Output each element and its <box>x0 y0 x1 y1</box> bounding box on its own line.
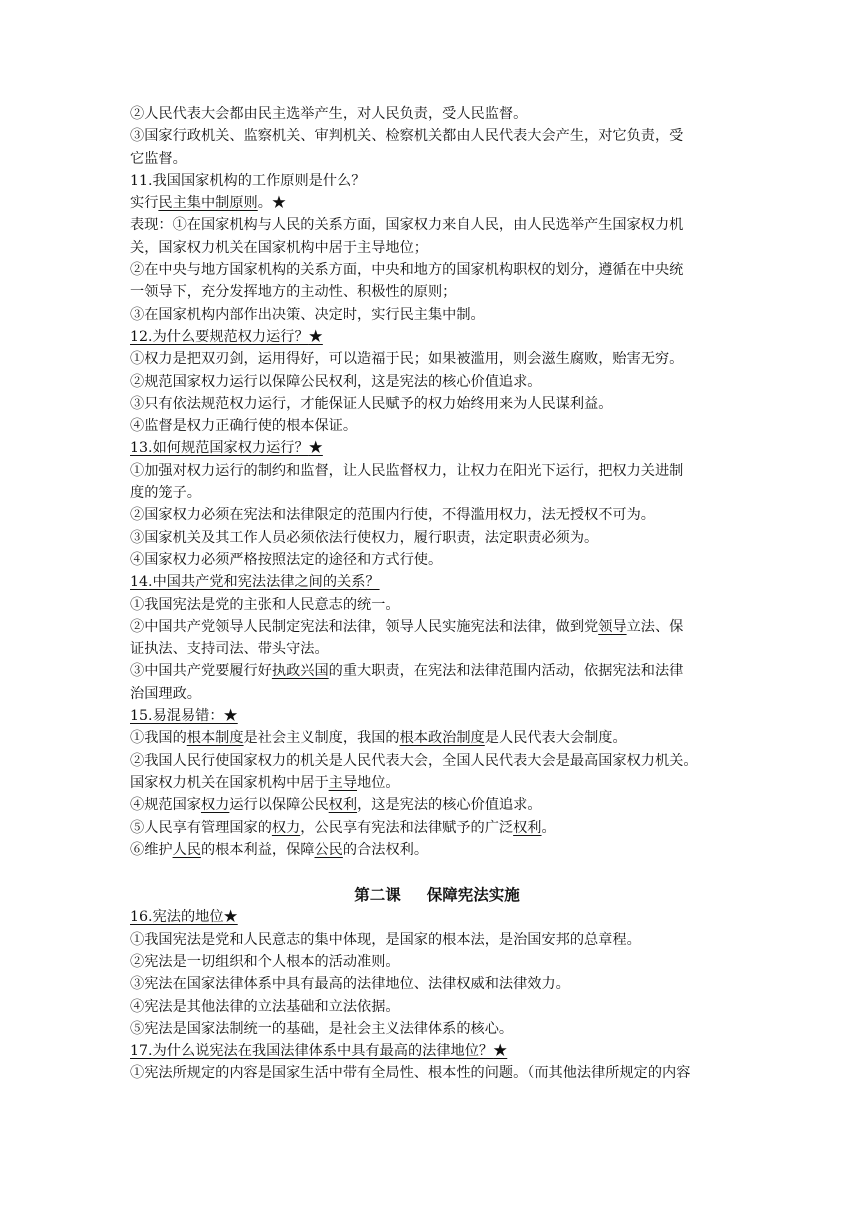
text-line <box>130 660 734 682</box>
heading-text: 17.为什么说宪法在我国法律体系中具有最高的法律地位？ <box>130 1043 494 1060</box>
text-line: 证执法、支持司法、带头守法。 <box>130 641 329 658</box>
text-line: ①加强对权力运行的制约和监督，让人民监督权力，让权力在阳光下运行，把权力关进制 <box>130 462 684 479</box>
text-line: ③在国家机构内部作出决策、决定时，实行民主集中制。 <box>130 306 485 323</box>
text-line <box>130 794 734 816</box>
heading-text: 13.如何规范国家权力运行？ <box>130 440 309 457</box>
text-span: 国家权力机关在国家机构中居于 <box>130 774 329 791</box>
text-span: 实行 <box>130 195 159 212</box>
heading-text: 12.为什么要规范权力运行？ <box>130 328 309 345</box>
key-term: 根本制度 <box>186 730 244 747</box>
text-line: ③国家行政机关、监察机关、审判机关、检察机关都由人民代表大会产生，对它负责，受 <box>130 128 684 145</box>
text-line: ②宪法是一切组织和个人根本的活动准则。 <box>130 953 400 970</box>
question-11-heading: 11.我国国家机构的工作原则是什么？ <box>130 172 366 189</box>
text-span: ②中国共产党领导人民制定宪法和法律，领导人民实施宪法和法律，做到党 <box>130 618 599 635</box>
text-line: ②人民代表大会都由民主选举产生，对人民负责，受人民监督。 <box>130 106 528 122</box>
text-line: ①权力是把双刃剑，运用得好，可以造福于民；如果被滥用，则会滋生腐败，贻害无穷。 <box>130 351 684 368</box>
text-line: 治国理政。 <box>130 685 201 702</box>
star-icon: ★ <box>308 440 323 457</box>
text-span: 。★ <box>257 195 287 212</box>
text-line: ②国家权力必须在宪法和法律限定的范围内行使，不得滥用权力，法无授权不可为。 <box>130 507 655 524</box>
text-line: 表现：①在国家机构与人民的关系方面，国家权力来自人民，由人民选举产生国家权力机 <box>130 217 684 234</box>
text-line: ②规范国家权力运行以保障公民权利，这是宪法的核心价值追求。 <box>130 373 542 390</box>
key-term: 民主集中制原则 <box>158 195 258 212</box>
text-line: 度的笼子。 <box>130 485 201 502</box>
text-line: ①宪法所规定的内容是国家生活中带有全局性、根本性的问题。（而其他法律所规定的内容 <box>130 1065 691 1082</box>
question-14-heading <box>130 571 734 593</box>
lesson-name: 保障宪法实施 <box>426 885 520 905</box>
text-line <box>130 817 734 839</box>
text-line: ①我国宪法是党的主张和人民意志的统一。 <box>130 596 400 613</box>
question-11-answer <box>130 192 734 214</box>
text-line: 关，国家权力机关在国家机构中居于主导地位； <box>130 239 428 256</box>
key-term: 根本政治制度 <box>399 730 485 747</box>
key-term: 人民 <box>172 841 201 858</box>
text-span: ③中国共产党要履行好 <box>130 663 272 680</box>
text-span: ，公民享有宪法和法律赋予的广泛 <box>300 819 514 836</box>
text-line <box>130 839 734 861</box>
question-15-heading <box>130 705 734 727</box>
key-term: 权利 <box>328 797 358 814</box>
star-icon: ★ <box>223 708 238 725</box>
key-term: 权利 <box>513 819 542 836</box>
star-icon: ★ <box>308 328 323 345</box>
text-span: 地位。 <box>357 774 400 791</box>
key-term: 主导 <box>328 774 358 791</box>
text-line: ④监督是权力正确行使的根本保证。 <box>130 418 358 435</box>
key-term: 权力 <box>200 797 230 814</box>
question-16-heading <box>130 906 734 928</box>
star-icon: ★ <box>493 1043 508 1060</box>
text-line: ⑤宪法是国家法制统一的基础，是社会主义法律体系的核心。 <box>130 1020 514 1037</box>
heading-text: 16.宪法的地位 <box>130 909 224 926</box>
text-line: 它监督。 <box>130 150 187 167</box>
star-icon: ★ <box>223 909 238 926</box>
text-line: ③国家机关及其工作人员必须依法行使权力，履行职责，法定职责必须为。 <box>130 529 599 546</box>
text-span: 是社会主义制度，我国的 <box>243 730 400 747</box>
key-term: 领导 <box>598 618 627 635</box>
question-13-heading <box>130 437 734 459</box>
lesson-number: 第二课 <box>354 885 401 905</box>
document-page <box>130 103 734 1085</box>
text-span: 的重大职责，在宪法和法律范围内活动，依据宪法和法律 <box>328 663 684 680</box>
question-17-heading <box>130 1040 734 1062</box>
key-term: 公民 <box>314 841 343 858</box>
question-12-heading <box>130 326 734 348</box>
text-line: ③只有依法规范权力运行，才能保证人民赋予的权力始终用来为人民谋利益。 <box>130 395 613 412</box>
text-span: 的合法权利。 <box>342 841 429 858</box>
text-span: 的根本利益，保障 <box>200 841 315 858</box>
text-span: 是人民代表大会制度。 <box>484 730 627 747</box>
text-span: ，这是宪法的核心价值追求。 <box>357 797 542 814</box>
text-span: 运行以保障公民 <box>229 797 329 814</box>
text-span: 立法、保 <box>626 618 684 635</box>
text-line <box>130 727 734 749</box>
heading-text: 15.易混易错： <box>130 708 224 725</box>
text-line: ③宪法在国家法律体系中具有最高的法律地位、法律权威和法律效力。 <box>130 976 570 993</box>
key-term: 执政兴国 <box>271 663 329 680</box>
text-line: ②在中央与地方国家机构的关系方面，中央和地方的国家机构职权的划分，遵循在中央统 <box>130 262 684 279</box>
text-line <box>130 616 734 638</box>
key-term: 权力 <box>271 819 301 836</box>
text-line: ①我国宪法是党和人民意志的集中体现，是国家的根本法，是治国安邦的总章程。 <box>130 931 641 948</box>
text-line: ④宪法是其他法律的立法基础和立法依据。 <box>130 998 400 1015</box>
text-span: ⑤人民享有管理国家的 <box>130 819 272 836</box>
text-line: 一领导下，充分发挥地方的主动性、积极性的原则； <box>130 284 457 301</box>
text-span: ①我国的 <box>130 730 187 747</box>
text-line: ②我国人民行使国家权力的机关是人民代表大会，全国人民代表大会是最高国家权力机关。 <box>130 752 698 769</box>
text-line <box>130 772 734 794</box>
lesson-title <box>130 884 734 906</box>
text-span: 。 <box>541 819 556 836</box>
text-line: ④国家权力必须严格按照法定的途径和方式行使。 <box>130 551 443 568</box>
heading-text: 14.中国共产党和宪法法律之间的关系？ <box>130 574 380 591</box>
text-span: ④规范国家 <box>130 797 201 814</box>
text-span: ⑥维护 <box>130 841 173 858</box>
